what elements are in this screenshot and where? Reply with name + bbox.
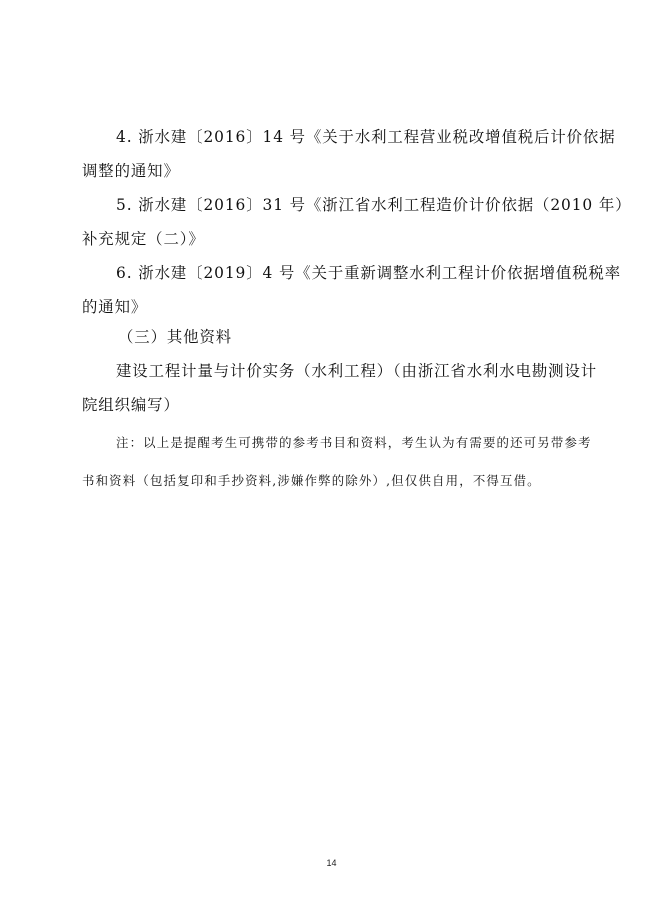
exam-note-line-1: 注：以上是提醒考生可携带的参考书目和资料，考生认为有需要的还可另带参考 [116,435,592,450]
reference-item-4-line-2: 调整的通知》 [82,162,180,180]
reference-item-5-line-2: 补充规定（二）》 [82,230,205,248]
reference-item-6 [82,256,622,324]
reference-item-5 [82,188,632,256]
section-heading-other-materials: （三）其他资料 [118,328,233,346]
reference-item-6-line-2: 的通知》 [82,298,148,316]
other-materials-reference-line-1: 建设工程计量与计价实务（水利工程）（由浙江省水利水电勘测设计 [116,362,598,380]
other-materials-reference-line-2: 院组织编写） [82,396,180,414]
reference-item-5-line-1: 5. 浙水建〔2016〕31 号《浙江省水利工程造价计价依据（2010 年） [116,196,632,214]
reference-item-6-line-1: 6. 浙水建〔2019〕4 号《关于重新调整水利工程计价依据增值税税率 [116,264,622,282]
exam-note [82,424,592,500]
page-number: 14 [326,858,337,868]
other-materials-reference [82,354,598,422]
reference-item-4 [82,120,616,188]
exam-note-line-2: 书和资料（包括复印和手抄资料,涉嫌作弊的除外）,但仅供自用，不得互借。 [82,473,541,488]
reference-item-4-line-1: 4. 浙水建〔2016〕14 号《关于水利工程营业税改增值税后计价依据 [116,128,616,146]
